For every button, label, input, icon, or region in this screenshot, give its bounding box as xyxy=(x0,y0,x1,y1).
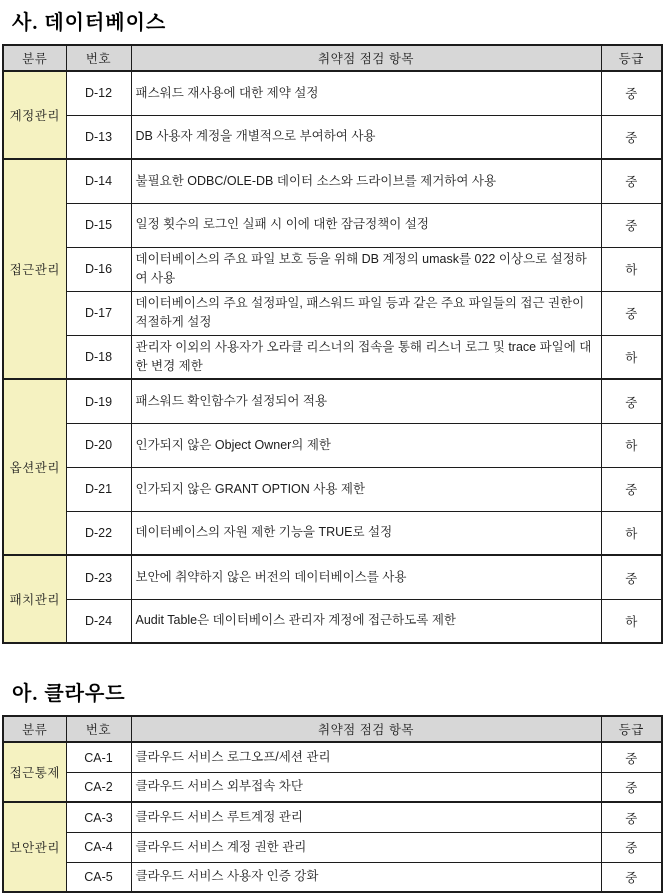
row-number-cell: D-22 xyxy=(66,511,131,555)
table-row xyxy=(3,802,662,832)
row-grade-cell: 하 xyxy=(601,423,662,467)
row-grade-cell: 중 xyxy=(601,832,662,862)
row-item-cell: 인가되지 않은 Object Owner의 제한 xyxy=(131,423,601,467)
section-title-database: 사. 데이터베이스 xyxy=(12,12,167,34)
cloud-table-body xyxy=(3,742,662,892)
row-item-cell: 일정 횟수의 로그인 실패 시 이에 대한 잠금정책이 설정 xyxy=(131,203,601,247)
row-number-cell: D-16 xyxy=(66,247,131,291)
row-item-cell: 인가되지 않은 GRANT OPTION 사용 제한 xyxy=(131,467,601,511)
row-item-cell: Audit Table은 데이터베이스 관리자 계정에 접근하도록 제한 xyxy=(131,599,601,643)
table-row xyxy=(3,203,662,247)
category-cell: 계정관리 xyxy=(3,71,66,159)
row-number-cell: D-21 xyxy=(66,467,131,511)
col-header-number: 번호 xyxy=(66,716,131,742)
database-table-body xyxy=(3,71,662,643)
row-item-cell: 클라우드 서비스 사용자 인증 강화 xyxy=(131,862,601,892)
table-row xyxy=(3,247,662,291)
category-cell: 보안관리 xyxy=(3,802,66,892)
row-grade-cell: 하 xyxy=(601,247,662,291)
row-number-cell: D-13 xyxy=(66,115,131,159)
row-number-cell: CA-4 xyxy=(66,832,131,862)
col-header-category: 분류 xyxy=(3,716,66,742)
category-cell: 패치관리 xyxy=(3,555,66,643)
table-row xyxy=(3,511,662,555)
row-number-cell: CA-1 xyxy=(66,742,131,772)
row-item-cell: 보안에 취약하지 않은 버전의 데이터베이스를 사용 xyxy=(131,555,601,599)
row-grade-cell: 하 xyxy=(601,335,662,379)
row-number-cell: D-23 xyxy=(66,555,131,599)
row-item-cell: 데이터베이스의 자원 제한 기능을 TRUE로 설정 xyxy=(131,511,601,555)
table-row xyxy=(3,335,662,379)
row-grade-cell: 중 xyxy=(601,291,662,335)
row-grade-cell: 중 xyxy=(601,115,662,159)
row-item-cell: 클라우드 서비스 루트계정 관리 xyxy=(131,802,601,832)
row-grade-cell: 중 xyxy=(601,71,662,115)
section-cloud xyxy=(2,677,661,893)
header-row xyxy=(3,45,662,71)
row-grade-cell: 하 xyxy=(601,511,662,555)
table-row xyxy=(3,423,662,467)
table-row xyxy=(3,599,662,643)
row-item-cell: 데이터베이스의 주요 설정파일, 패스워드 파일 등과 같은 주요 파일들의 접근 권한이 적절하게 설정 xyxy=(131,291,601,335)
table-row xyxy=(3,742,662,772)
cloud-check-table xyxy=(2,715,663,893)
table-row xyxy=(3,862,662,892)
row-item-cell: DB 사용자 계정을 개별적으로 부여하여 사용 xyxy=(131,115,601,159)
row-item-cell: 관리자 이외의 사용자가 오라클 리스너의 접속을 통해 리스너 로그 및 trace 파일에 대한 변경 제한 xyxy=(131,335,601,379)
row-number-cell: D-20 xyxy=(66,423,131,467)
col-header-number: 번호 xyxy=(66,45,131,71)
row-item-cell: 클라우드 서비스 로그오프/세션 관리 xyxy=(131,742,601,772)
row-item-cell: 클라우드 서비스 계정 권한 관리 xyxy=(131,832,601,862)
header-row xyxy=(3,716,662,742)
row-number-cell: D-12 xyxy=(66,71,131,115)
category-cell: 접근통제 xyxy=(3,742,66,802)
row-item-cell: 불필요한 ODBC/OLE-DB 데이터 소스와 드라이브를 제거하여 사용 xyxy=(131,159,601,203)
table-row xyxy=(3,71,662,115)
row-item-cell: 클라우드 서비스 외부접속 차단 xyxy=(131,772,601,802)
row-number-cell: CA-3 xyxy=(66,802,131,832)
row-number-cell: D-24 xyxy=(66,599,131,643)
row-item-cell: 패스워드 재사용에 대한 제약 설정 xyxy=(131,71,601,115)
row-number-cell: D-17 xyxy=(66,291,131,335)
row-grade-cell: 중 xyxy=(601,203,662,247)
row-number-cell: CA-5 xyxy=(66,862,131,892)
row-item-cell: 데이터베이스의 주요 파일 보호 등을 위해 DB 계정의 umask를 022 이상으로 설정하여 사용 xyxy=(131,247,601,291)
row-grade-cell: 중 xyxy=(601,772,662,802)
col-header-item: 취약점 점검 항목 xyxy=(131,45,601,71)
row-number-cell: D-19 xyxy=(66,379,131,423)
row-number-cell: D-18 xyxy=(66,335,131,379)
table-row xyxy=(3,832,662,862)
database-check-table xyxy=(2,44,663,644)
row-number-cell: D-14 xyxy=(66,159,131,203)
table-row xyxy=(3,291,662,335)
row-grade-cell: 중 xyxy=(601,555,662,599)
row-grade-cell: 중 xyxy=(601,802,662,832)
row-number-cell: CA-2 xyxy=(66,772,131,802)
col-header-grade: 등급 xyxy=(601,716,662,742)
col-header-category: 분류 xyxy=(3,45,66,71)
table-row xyxy=(3,115,662,159)
table-row xyxy=(3,772,662,802)
section-title-cloud: 아. 클라우드 xyxy=(12,683,126,706)
table-row xyxy=(3,555,662,599)
row-grade-cell: 중 xyxy=(601,742,662,772)
category-cell: 옵션관리 xyxy=(3,379,66,555)
section-database xyxy=(2,6,661,644)
col-header-grade: 등급 xyxy=(601,45,662,71)
row-grade-cell: 중 xyxy=(601,379,662,423)
table-row xyxy=(3,159,662,203)
table-row xyxy=(3,467,662,511)
row-item-cell: 패스워드 확인함수가 설정되어 적용 xyxy=(131,379,601,423)
category-cell: 접근관리 xyxy=(3,159,66,379)
row-grade-cell: 하 xyxy=(601,599,662,643)
row-grade-cell: 중 xyxy=(601,467,662,511)
col-header-item: 취약점 점검 항목 xyxy=(131,716,601,742)
table-row xyxy=(3,379,662,423)
row-number-cell: D-15 xyxy=(66,203,131,247)
row-grade-cell: 중 xyxy=(601,862,662,892)
row-grade-cell: 중 xyxy=(601,159,662,203)
